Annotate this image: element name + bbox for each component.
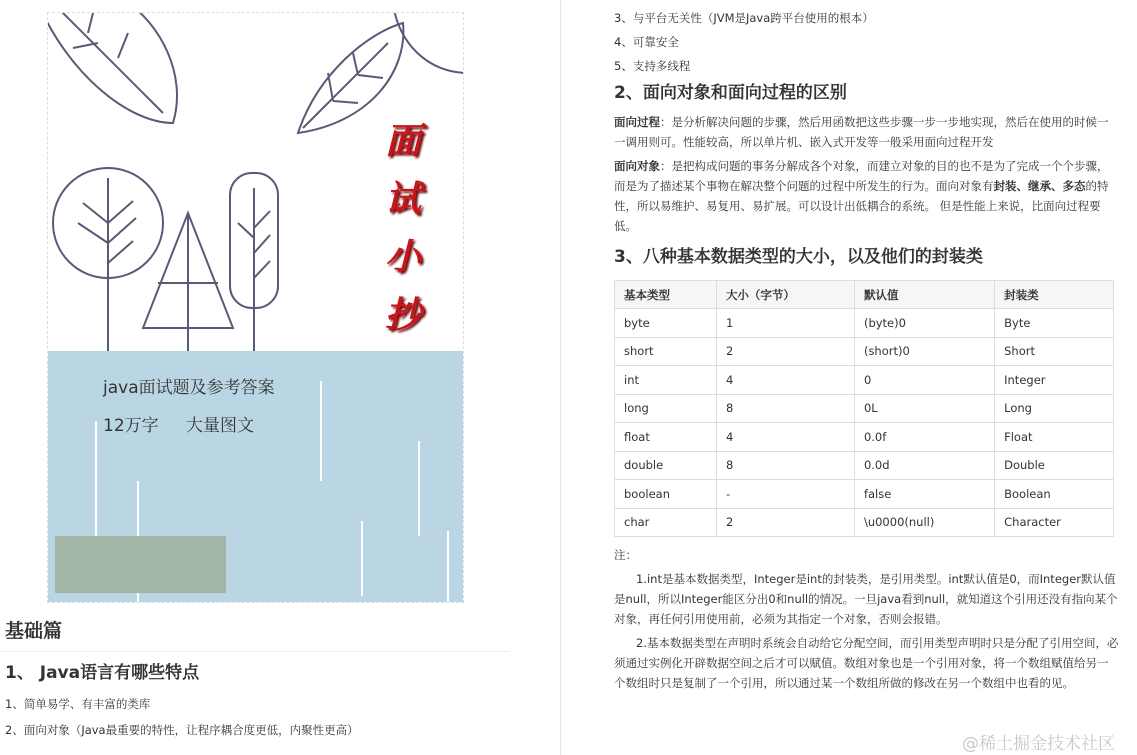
list-item: 2、面向对象（Java最重要的特性，让程序耦合度更低，内聚性更高） — [5, 723, 359, 737]
right-content — [614, 8, 1119, 693]
cover-stats: 12万字 大量图文 — [103, 416, 255, 436]
section-title: 基础篇 — [0, 612, 510, 652]
table-cell: (short)0 — [854, 337, 994, 366]
table-row — [615, 423, 1114, 452]
heading-java-features: 1、 Java语言有哪些特点 — [5, 663, 200, 683]
table-cell: 4 — [716, 423, 854, 452]
table-row — [615, 309, 1114, 338]
table-cell: false — [854, 480, 994, 509]
table-row — [615, 337, 1114, 366]
table-cell: 0 — [854, 366, 994, 395]
note-1: 1.int是基本数据类型，Integer是int的封装类，是引用类型。int默认值是0，而Integer默认值是null，所以Integer能区分出0和null的情况。一旦java看到null，就知道这个引用还没有指向某个对象，再任何引用使用前，必须为其指定一个对象，否则会报错。 — [614, 572, 1118, 626]
table-cell: - — [716, 480, 854, 509]
table-cell: long — [615, 394, 717, 423]
table-cell: Byte — [995, 309, 1114, 338]
cover-subtitle: java面试题及参考答案 — [103, 378, 275, 398]
column-header: 默认值 — [854, 281, 994, 309]
table-cell: Character — [995, 508, 1114, 537]
table-header-row — [615, 281, 1114, 309]
table-cell: 0L — [854, 394, 994, 423]
table-cell: float — [615, 423, 717, 452]
table-row — [615, 451, 1114, 480]
left-content — [0, 612, 510, 746]
table-cell: Long — [995, 394, 1114, 423]
column-header: 基本类型 — [615, 281, 717, 309]
table-cell: 4 — [716, 366, 854, 395]
list-item: 1、简单易学、有丰富的类库 — [5, 697, 151, 711]
table-cell: 8 — [716, 394, 854, 423]
table-row — [615, 480, 1114, 509]
table-cell: 2 — [716, 508, 854, 537]
table-cell: 0.0d — [854, 451, 994, 480]
note-label: 注： — [614, 548, 637, 562]
heading-primitive-types: 3、八种基本数据类型的大小，以及他们的封装类 — [614, 247, 983, 267]
table-row — [615, 508, 1114, 537]
table-cell: boolean — [615, 480, 717, 509]
table-row — [615, 394, 1114, 423]
table-cell: char — [615, 508, 717, 537]
table-cell: 0.0f — [854, 423, 994, 452]
paragraph-oop — [614, 156, 1119, 236]
term: 封装、继承、多态 — [993, 179, 1086, 193]
table-cell: 8 — [716, 451, 854, 480]
paragraph-procedural — [614, 112, 1119, 152]
heading-oop: 2、面向对象和面向过程的区别 — [614, 83, 847, 103]
table-cell: Integer — [995, 366, 1114, 395]
table-cell: Float — [995, 423, 1114, 452]
table-cell: short — [615, 337, 717, 366]
book-cover — [47, 12, 464, 603]
page-divider — [560, 0, 561, 755]
notes — [614, 545, 1119, 693]
table-cell: Short — [995, 337, 1114, 366]
column-header: 封装类 — [995, 281, 1114, 309]
table-cell: (byte)0 — [854, 309, 994, 338]
list-item: 3、与平台无关性（JVM是Java跨平台使用的根本） — [614, 11, 874, 25]
cover-block — [55, 536, 226, 593]
text: 的特性，所以易维护、易复用、易扩展。可以设计出低耦合的系统。 但是性能上来说，比面向过程要低。 — [614, 179, 1109, 233]
table-cell: 2 — [716, 337, 854, 366]
text: ：是把构成问题的事务分解成各个对象，而建立对象的目的也不是为了完成一个个步骤，而是为了描述某个事物在解决整个问题的过程中所发生的行为。面向对象有 — [614, 159, 1109, 193]
table-cell: 1 — [716, 309, 854, 338]
table-cell: byte — [615, 309, 717, 338]
list-item: 5、支持多线程 — [614, 59, 691, 73]
term: 面向过程 — [614, 115, 660, 129]
table-cell: double — [615, 451, 717, 480]
table-row — [615, 366, 1114, 395]
table-cell: int — [615, 366, 717, 395]
column-header: 大小（字节） — [716, 281, 854, 309]
watermark: @稀土掘金技术社区 — [962, 734, 1115, 754]
term: 面向对象 — [614, 159, 660, 173]
text: ：是分析解决问题的步骤，然后用函数把这些步骤一步一步地实现，然后在使用的时候一一调用则可。性能较高，所以单片机、嵌入式开发等一般采用面向过程开发 — [614, 115, 1109, 149]
list-item: 4、可靠安全 — [614, 35, 679, 49]
table-cell: \u0000(null) — [854, 508, 994, 537]
table-body — [615, 309, 1114, 537]
table-cell: Boolean — [995, 480, 1114, 509]
cover-title: 面试小抄 — [384, 121, 421, 336]
note-2: 2.基本数据类型在声明时系统会自动给它分配空间，而引用类型声明时只是分配了引用空间，必须通过实例化开辟数据空间之后才可以赋值。数组对象也是一个引用对象，将一个数组赋值给另一个数组时只是复制了一个引用，所以通过某一个数组所做的修改在另一个数组中也看的见。 — [614, 636, 1119, 690]
table-cell: Double — [995, 451, 1114, 480]
primitive-types-table — [614, 280, 1114, 537]
